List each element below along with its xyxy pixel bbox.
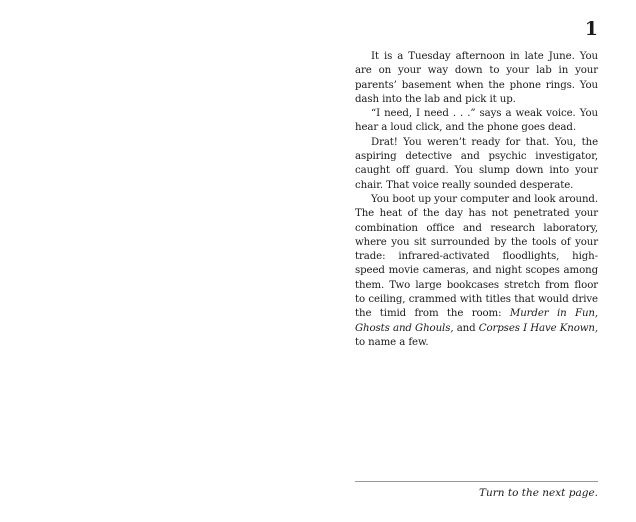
footer-divider (355, 481, 598, 482)
turn-page-note: Turn to the next page. (478, 487, 598, 499)
book-title-1: Murder in Fun, Ghosts and Ghouls, (355, 308, 599, 334)
paragraph-4-text: You boot up your computer and look around. The heat of the day has not penetrated your combination office and research laboratory, where you sit surrounded by the tools of your trade: infrared-activated floodlights, high-speed movie cameras, and night scopes among them. Two large bookcases stretch from floor to ceiling, crammed with titles that would drive the timid from the room: (355, 193, 598, 320)
paragraph-2: “I need, I need . . .” says a weak voice. You hear a loud click, and the phone goes dead. (355, 108, 598, 134)
paragraph-4-end: to name a few. (355, 336, 429, 348)
paragraph-4 (355, 193, 598, 350)
book-title-2: Corpses I Have Known, (478, 322, 598, 334)
paragraph-3: Drat! You weren’t ready for that. You, the aspiring detective and psychic investigator, caught off guard. You slump down into your chair. That voice really sounded desperate. (355, 136, 598, 191)
body-text (355, 50, 598, 350)
paragraph-4-connector: and (453, 322, 479, 334)
paragraph-1: It is a Tuesday afternoon in late June. You are on your way down to your lab in your parents’ basement when the phone rings. You dash into the lab and pick it up. (355, 51, 598, 105)
page-number: 1 (584, 18, 598, 40)
